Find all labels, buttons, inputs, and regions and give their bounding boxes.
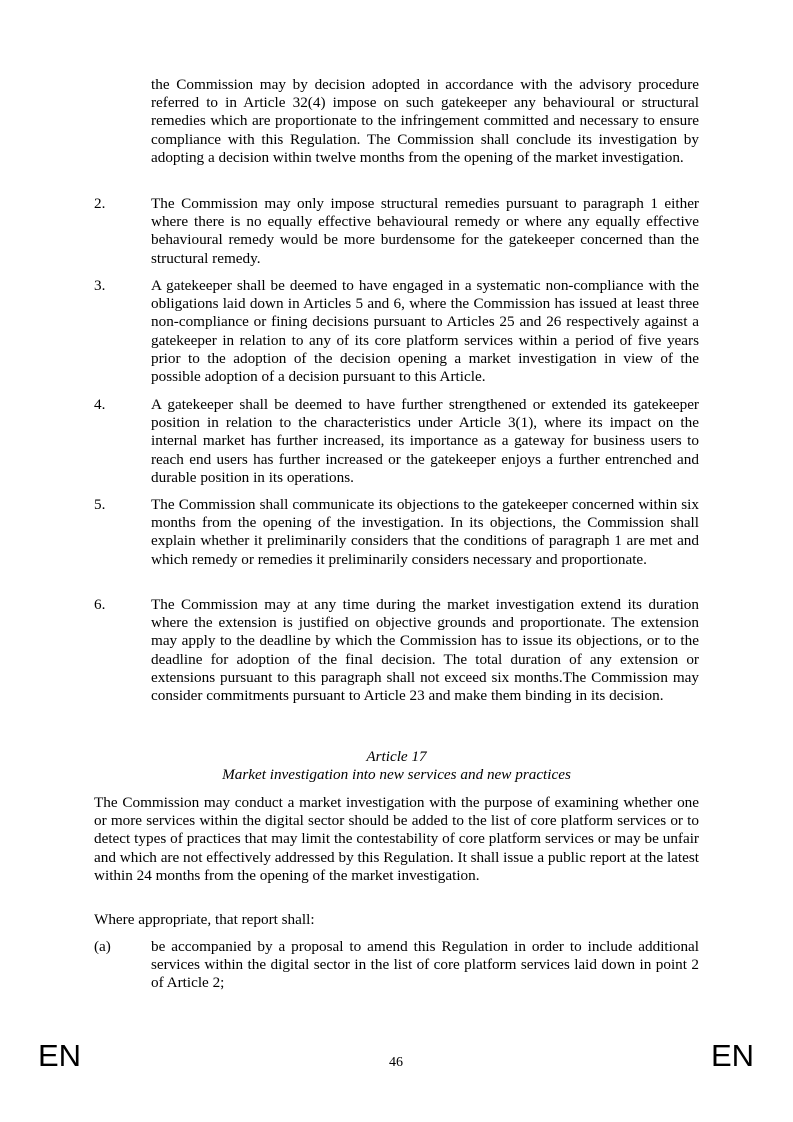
lead-in-text: Where appropriate, that report shall: xyxy=(94,911,315,928)
item-letter: (a) xyxy=(94,938,111,955)
item-number: 4. xyxy=(94,396,106,413)
footer-language-left: EN xyxy=(38,1038,82,1073)
item-number: 3. xyxy=(94,277,106,294)
intro-paragraph: the Commission may by decision adopted in accordance with the advisory procedure referred to in Article 32(4) impose on such gatekeeper any behavioural or structural remedies which are proportionate to the infringement committed and necessary to ensure compliance with this Regulation. The Commission shall conclude its investigation by adopting a decision within twelve months from the opening of the market investigation. xyxy=(151,76,699,166)
article-title: Market investigation into new services and new practices xyxy=(222,766,571,783)
item-text: The Commission may at any time during the market investigation extend its duration where the extension is justified on objective grounds and proportionate. The extension may apply to the deadline by which the Commission has to issue its objections, or to the deadline for adoption of the final decision. The total duration of any extension or extensions pursuant to this paragraph shall not exceed six months.The Commission may consider commitments pursuant to Article 23 and make them binding in its decision. xyxy=(151,596,699,705)
item-text: The Commission shall communicate its objections to the gatekeeper concerned within six months from the opening of the investigation. In its objections, the Commission shall explain whether it preliminarily considers that the conditions of paragraph 1 are met and which remedy or remedies it preliminarily considers necessary and proportionate. xyxy=(151,496,699,568)
article-number: Article 17 xyxy=(366,748,427,765)
item-number: 2. xyxy=(94,195,106,212)
item-number: 6. xyxy=(94,596,106,613)
item-number: 5. xyxy=(94,496,106,513)
item-text: A gatekeeper shall be deemed to have further strengthened or extended its gatekeeper position in relation to the characteristics under Article 3(1), where its impact on the internal market has further increased, its importance as a gateway for business users to reach end users has further increased or the gatekeeper enjoys a further entrenched and durable position in its operations. xyxy=(151,396,699,486)
footer-language-right: EN xyxy=(711,1038,755,1073)
item-text: A gatekeeper shall be deemed to have engaged in a systematic non-compliance with the obligations laid down in Articles 5 and 6, where the Commission has issued at least three non-compliance or fining decisions pursuant to Articles 25 and 26 respectively against a gatekeeper in relation to any of its core platform services within a period of five years prior to the adoption of the decision opening a market investigation in view of the possible adoption of a decision pursuant to this Article. xyxy=(151,277,699,386)
item-text: The Commission may only impose structural remedies pursuant to paragraph 1 either where there is no equally effective behavioural remedy or where any equally effective behavioural remedy would be more burdensome for the gatekeeper concerned than the structural remedy. xyxy=(151,195,699,267)
item-text: be accompanied by a proposal to amend this Regulation in order to include additional services within the digital sector in the list of core platform services laid down in point 2 of Article 2; xyxy=(151,938,699,992)
page-number: 46 xyxy=(389,1055,403,1070)
article-body-paragraph: The Commission may conduct a market investigation with the purpose of examining whether one or more services within the digital sector should be added to the list of core platform services or to detect types of practices that may limit the contestability of core platform services or may be unfair and which are not effectively addressed by this Regulation. It shall issue a public report at the latest within 24 months from the opening of the market investigation. xyxy=(94,794,699,884)
